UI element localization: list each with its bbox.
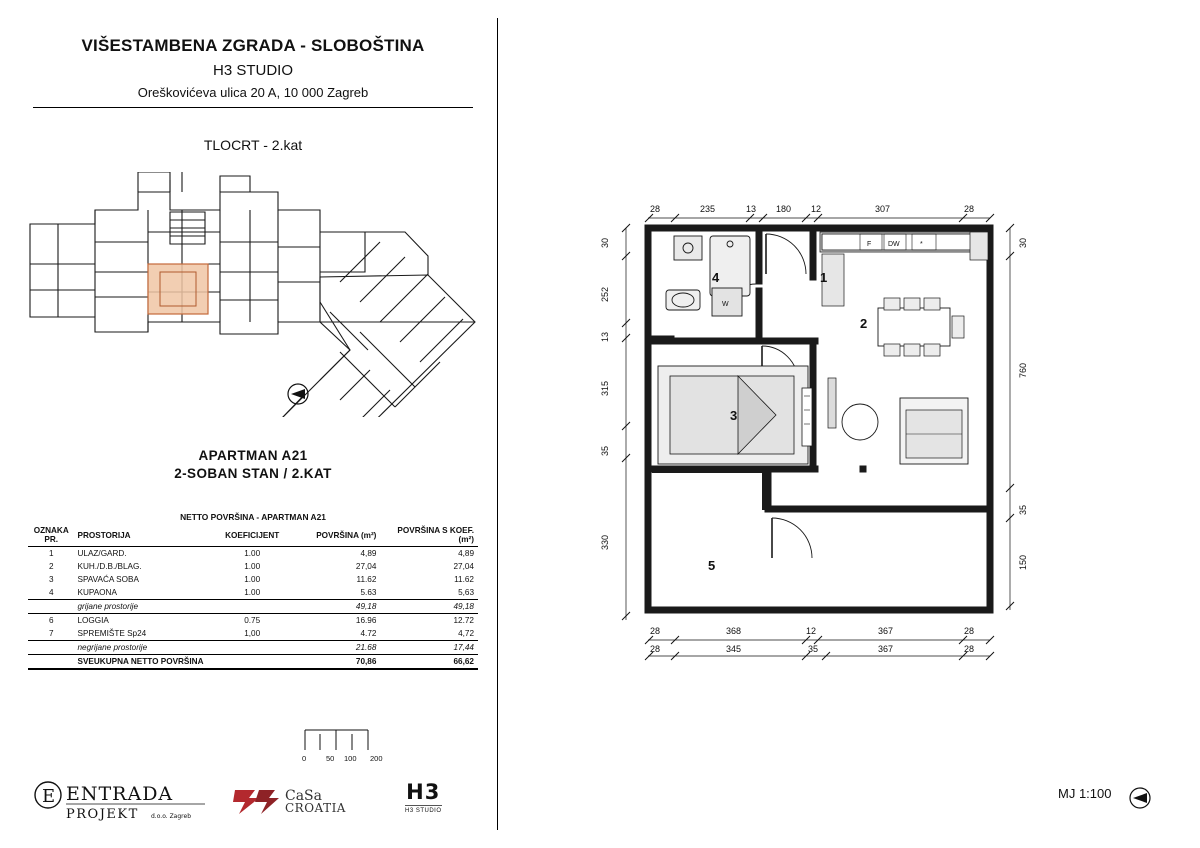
cell-area: 4,89 [360,549,377,558]
scale-tick-200: 200 [370,754,383,763]
cell-room: KUPAONA [77,588,117,597]
cell-subtotal-label: negrijane prostorije [74,641,212,655]
room-label-1: 1 [820,270,828,285]
grand-total-row [28,655,478,670]
table-row [28,547,478,561]
apartment-name: APARTMAN A21 [198,448,308,463]
cell-area-koef: 5,63 [458,588,474,597]
table-row [28,573,478,586]
area-table [28,512,478,670]
apartment-floor-plan [560,170,1080,690]
appliance-dw: DW [888,241,900,248]
cell-total-area-koef: 66,62 [392,655,478,670]
svg-text:PROJEKT: PROJEKT [66,807,139,822]
h3-logo-text: H3 STUDIO [405,805,442,814]
cell-area: 5.63 [360,588,377,597]
room-label-4: 4 [712,270,720,285]
dim-right-30: 30 [1018,237,1028,248]
cell-koef: 1.00 [244,588,261,597]
washer-label: W [722,301,729,308]
cell-area-koef: 4,89 [458,549,474,558]
dim-right-150: 150 [1018,554,1028,570]
dim-bot2-35: 35 [808,644,819,654]
scale-tick-100: 100 [344,754,357,763]
dim-bot1-368: 368 [726,626,742,636]
cell-area: 11.62 [356,575,377,584]
svg-text:CaSa: CaSa [285,788,322,804]
appliance-misc: * [920,241,923,248]
scale-tick-50: 50 [326,754,335,763]
cell-subtotal-area-koef: 49,18 [392,600,478,614]
dim-right-760: 760 [1018,362,1028,378]
room-label-2: 2 [860,316,868,331]
room-label-5: 5 [708,558,716,573]
th-mark: OZNAKA PR. [28,524,74,547]
cell-area-koef: 12.72 [453,616,474,625]
table-row [28,560,478,573]
table-header-row [28,524,478,547]
casa-croatia-logo [229,782,359,825]
dim-bot1-28b: 28 [964,626,975,636]
sheet-divider [497,18,498,830]
living-dining-furniture [828,298,968,464]
cell-area-koef: 27,04 [453,562,474,571]
title-rule [33,107,473,108]
bathroom-fixtures [666,236,750,316]
cell-subtotal-area-koef: 17,44 [392,641,478,655]
cell-area: 4.72 [360,629,377,638]
svg-text:E: E [42,786,56,807]
cell-koef: 0.75 [244,616,261,625]
cell-mark: 2 [48,562,54,571]
th-koef: KOEFICIJENT [213,524,292,547]
h3-studio-logo [405,780,442,814]
cell-subtotal-area: 21.68 [292,641,393,655]
cell-room: ULAZ/GARD. [77,549,127,558]
loggia-area [652,470,765,606]
th-room: PROSTORIJA [74,524,212,547]
dim-bot2-367: 367 [878,644,894,654]
dim-right-35: 35 [1018,504,1028,515]
cell-room: KUH./D.B./BLAG. [77,562,142,571]
cell-mark: 6 [48,616,54,625]
table-row [28,627,478,641]
room-label-3: 3 [730,408,738,423]
cell-area: 16.96 [355,616,377,625]
cell-room: LOGGIA [77,616,109,625]
scale-bar [300,728,420,768]
cell-total-label: SVEUKUPNA NETTO POVRŠINA [74,655,212,670]
highlighted-apartment [148,264,208,314]
cell-area-koef: 11.62 [454,575,474,584]
svg-text:ENTRADA: ENTRADA [66,783,174,805]
cell-total-area: 70,86 [292,655,393,670]
dim-bot1-28a: 28 [650,626,661,636]
cell-mark: 7 [48,629,54,638]
svg-text:d.o.o. Zagreb: d.o.o. Zagreb [151,813,191,820]
dim-top-13: 13 [746,204,757,214]
dim-bot1-367: 367 [878,626,894,636]
title-block [33,36,473,108]
th-area: POVRŠINA (m²) [292,524,393,547]
floor-label: TLOCRT - 2.kat [203,137,303,153]
project-address: Oreškovićeva ulica 20 A, 10 000 Zagreb [137,85,369,100]
kitchen-units [820,232,988,306]
cell-koef: 1,00 [244,629,261,638]
dim-bot2-28b: 28 [964,644,975,654]
dim-top-235: 235 [700,204,716,214]
subtotal-heated-row [28,600,478,614]
dim-left-252: 252 [600,286,610,302]
dim-left-330: 330 [600,534,610,550]
dim-top-307: 307 [875,204,891,214]
h3-logo-mark: H3 [406,780,441,804]
dim-top-180: 180 [776,204,792,214]
key-plan [20,172,480,417]
cell-room: SPREMIŠTE Sp24 [77,629,147,638]
appliance-f: F [867,241,872,248]
dim-bot2-345: 345 [726,644,742,654]
logo-row [33,778,473,826]
dim-left-35: 35 [600,445,610,456]
cell-subtotal-area: 49,18 [292,600,393,614]
dim-left-315: 315 [600,380,610,396]
table-row [28,614,478,628]
cell-subtotal-label: grijane prostorije [74,600,212,614]
entrada-logo [33,778,208,827]
table-caption: NETTO POVRŠINA - APARTMAN A21 [180,512,326,522]
dim-left-13: 13 [600,331,610,342]
cell-room: SPAVAĆA SOBA [77,575,139,584]
dim-bot2-28a: 28 [650,644,661,654]
subtotal-unheated-row [28,641,478,655]
dim-top-28a: 28 [650,204,661,214]
cell-area-koef: 4,72 [458,629,474,638]
dim-top-12: 12 [811,204,822,214]
cell-mark: 4 [48,588,54,597]
dim-bot1-12: 12 [806,626,817,636]
project-title: VIŠESTAMBENA ZGRADA - SLOBOŠTINA [81,36,425,55]
studio-name: H3 STUDIO [212,62,293,79]
apartment-type: 2-SOBAN STAN / 2.KAT [174,466,332,481]
scale-tick-0: 0 [302,754,307,763]
dim-left-30: 30 [600,237,610,248]
cell-area: 27,04 [355,562,377,571]
scale-note: MJ 1:100 [1058,786,1112,801]
th-area-koef: POVRŠINA S KOEF. (m²) [392,524,478,547]
cell-koef: 1.00 [244,549,261,558]
cell-koef: 1.00 [244,575,261,584]
table-row [28,586,478,600]
apartment-label [33,448,473,481]
north-arrow [1128,786,1152,815]
cell-mark: 1 [48,549,54,558]
cell-koef: 1.00 [244,562,261,571]
svg-text:CROATIA: CROATIA [285,801,346,815]
dim-top-28b: 28 [964,204,975,214]
cell-mark: 3 [48,575,54,584]
